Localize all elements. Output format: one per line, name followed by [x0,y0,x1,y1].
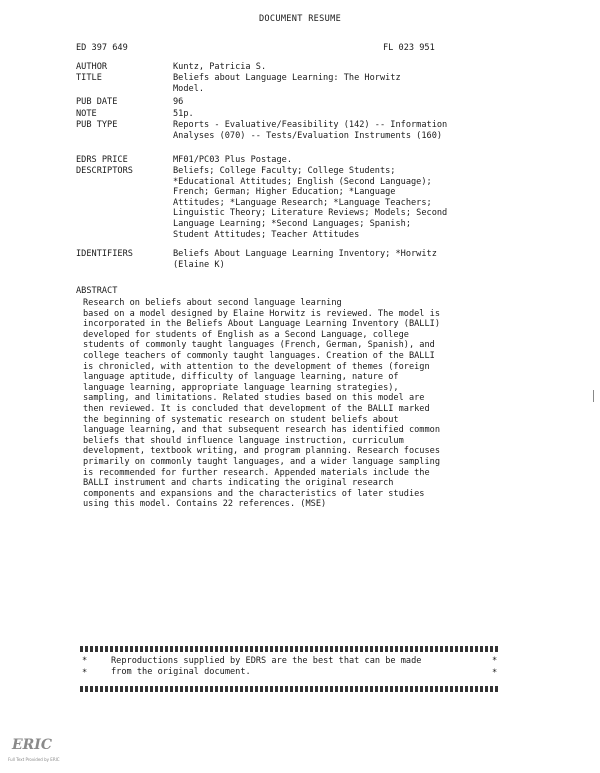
record-title [76,73,496,94]
reproduction-notice [80,646,500,692]
record-label: EDRS PRICE [76,155,128,165]
record-label: DESCRIPTORS [76,166,133,176]
record-note [76,109,496,120]
abstract-heading: ABSTRACT [76,286,118,296]
record-pub-date [76,97,496,108]
record-value: Beliefs about Language Learning: The Horwitz Model. [173,73,401,94]
side-star: * [492,668,498,678]
side-star: * [492,656,498,666]
record-value: 51p. [173,109,194,119]
ed-number: ED 397 649 [76,43,128,53]
side-star: * [82,668,88,678]
record-descriptors [76,166,496,240]
record-value: MF01/PC03 Plus Postage. [173,155,292,165]
record-label: IDENTIFIERS [76,249,133,259]
record-edrs-price [76,155,496,166]
record-label: PUB DATE [76,97,118,107]
record-author [76,62,496,73]
record-label: TITLE [76,73,102,83]
record-label: NOTE [76,109,97,119]
record-identifiers [76,249,496,270]
record-label: PUB TYPE [76,120,118,130]
eric-caption: Full Text Provided by ERIC [8,757,60,762]
margin-mark [593,390,594,402]
record-value: Beliefs; College Faculty; College Students; *Educational Attitudes; English (Second Language); French; German; Higher Education; *Language Attitudes; *Language Research; *Language Teachers; Linguistic Theory; Literature Reviews; Models; Second Language Learning; *Second Languages; Spanish; Student Attitudes; Teacher Attitudes [173,166,448,240]
reproduction-text: Reproductions supplied by EDRS are the best that can be made from the original document. [111,656,422,677]
record-label: AUTHOR [76,62,108,72]
side-star: * [82,656,88,666]
record-value: Kuntz, Patricia S. [173,62,267,72]
record-value: Beliefs About Language Learning Inventory; *Horwitz (Elaine K) [173,249,437,270]
star-border-bottom [80,686,500,692]
record-pub-type [76,120,496,141]
eric-logo-text: ERIC [12,737,52,753]
star-border-top [80,646,500,652]
record-value: Reports - Evaluative/Feasibility (142) -- Information Analyses (070) -- Tests/Evaluation Instruments (160) [173,120,448,141]
abstract-body: Research on beliefs about second language learning based on a model designed by Elaine Horwitz is reviewed. The model is incorporated in the Beliefs About Language Learning Inventory (BALLI) developed for students of English as a Second Language, college students of commonly taught languages (French, German, Spanish), and college teachers of commonly taught languages. Creation of the BALLI is chronicled, with attention to the development of themes (foreign language aptitude, difficulty of language learning, nature of language learning, appropriate language learning strategies), sampling, and limitations. Related studies based on this model are then reviewed. It is concluded that development of the BALLI marked the beginning of systematic research on student beliefs about language learning, and that subsequent research has identified common beliefs that should influence language instruction, curriculum development, textbook writing, and program planning. Research focuses primarily on commonly taught languages, and a wider language sampling is recommended for further research. Appended materials include the BALLI instrument and charts indicating the original research components and expansions and the characteristics of later studies using this model. Contains 22 references. (MSE) [83,298,440,510]
record-value: 96 [173,97,184,107]
fl-number: FL 023 951 [383,43,435,53]
document-title: DOCUMENT RESUME [258,14,342,24]
